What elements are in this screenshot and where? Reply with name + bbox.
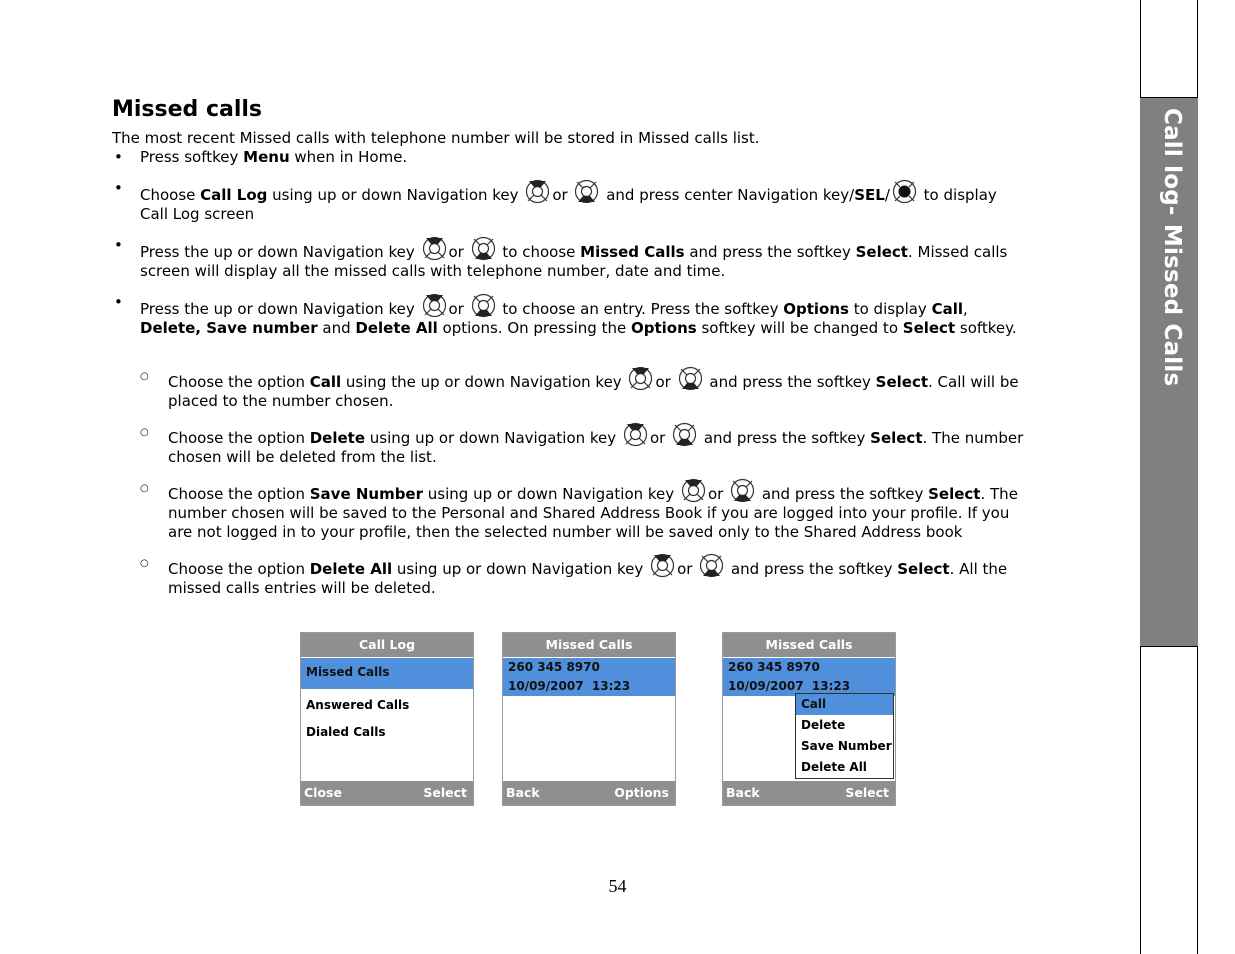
missed-call-entry (503, 658, 675, 696)
page-number: 54 (608, 876, 627, 896)
missed-call-entry (723, 658, 895, 696)
screen-title: Missed Calls (503, 633, 675, 657)
list-item: ○ Choose the option Save Number using up or down Navigation key or and press the softkey Select. The number chosen will be saved to the Personal and Shared Address Book if you are logged into your profile. If you are not logged in to your profile, then the selected number will be saved only to the Shared Address book (112, 478, 1027, 542)
nav-down-key-icon (672, 422, 697, 447)
option-delete: Delete (801, 718, 846, 732)
list-item: ○ Choose the option Delete using up or down Navigation key or and press the softkey Select. The number chosen will be deleted from the list. (112, 422, 1027, 467)
side-tab-label: Call log- Missed Calls (1159, 108, 1185, 387)
list-item: ○ Choose the option Call using the up or down Navigation key or and press the softkey Select. Call will be placed to the number chosen. (112, 366, 1027, 411)
softkey-left: Back (726, 785, 760, 800)
nav-up-key-icon (525, 179, 550, 204)
option-delete-all: Delete All (801, 760, 867, 774)
page-title: Missed calls (112, 97, 263, 122)
softkey-bar (723, 781, 895, 805)
list-item: ○ Choose the option Delete All using up or down Navigation key or and press the softkey Select. All the missed calls entries will be deleted. (112, 553, 1027, 598)
nav-up-key-icon (422, 236, 447, 261)
menu-item-missed-calls: Missed Calls (301, 658, 473, 689)
list-item: • Choose Call Log using up or down Navigation key or and press center Navigation key/SEL/ to display Call Log screen (112, 179, 1027, 224)
nav-up-key-icon (623, 422, 648, 447)
screenshot-call-log (300, 632, 474, 806)
nav-up-key-icon (650, 553, 675, 578)
options-popup (795, 693, 894, 779)
nav-down-key-icon (574, 179, 599, 204)
option-call: Call (796, 694, 893, 715)
nav-down-key-icon (699, 553, 724, 578)
nav-down-key-icon (678, 366, 703, 391)
screenshot-missed-calls-options (722, 632, 896, 806)
nav-up-key-icon (422, 293, 447, 318)
page-content (112, 96, 1027, 609)
screen-title: Call Log (301, 633, 473, 657)
nav-down-key-icon (471, 236, 496, 261)
softkey-bar (301, 781, 473, 805)
screen-title: Missed Calls (723, 633, 895, 657)
nav-up-key-icon (681, 478, 706, 503)
instruction-list (112, 148, 1027, 338)
softkey-right: Select (423, 785, 467, 800)
nav-center-key-icon (892, 179, 917, 204)
nav-down-key-icon (471, 293, 496, 318)
option-save-number: Save Number (801, 739, 892, 753)
softkey-right: Options (614, 785, 669, 800)
entry-datetime: 10/09/2007 13:23 (508, 679, 631, 693)
list-item: • Press the up or down Navigation key or to choose Missed Calls and press the softkey Select. Missed calls screen will display all the missed calls with telephone number, date and time. (112, 236, 1027, 281)
menu-item-dialed-calls: Dialed Calls (306, 725, 386, 739)
list-item: • Press the up or down Navigation key or to choose an entry. Press the softkey Options to display Call, Delete, Save number and Delete All options. On pressing the Options softkey will be changed to Select softkey. (112, 293, 1027, 338)
screenshot-missed-calls (502, 632, 676, 806)
section-side-tab (1140, 97, 1198, 647)
softkey-left: Back (506, 785, 540, 800)
option-sublist (112, 366, 1027, 598)
intro-text: The most recent Missed calls with telephone number will be stored in Missed calls list. (112, 129, 760, 147)
nav-down-key-icon (730, 478, 755, 503)
softkey-right: Select (845, 785, 889, 800)
softkey-left: Close (304, 785, 342, 800)
nav-up-key-icon (628, 366, 653, 391)
list-item: • Press softkey Menu when in Home. (112, 148, 1027, 167)
entry-number: 260 345 8970 (508, 660, 600, 674)
entry-datetime: 10/09/2007 13:23 (728, 679, 851, 693)
softkey-bar (503, 781, 675, 805)
menu-item-answered-calls: Answered Calls (306, 698, 410, 712)
entry-number: 260 345 8970 (728, 660, 820, 674)
